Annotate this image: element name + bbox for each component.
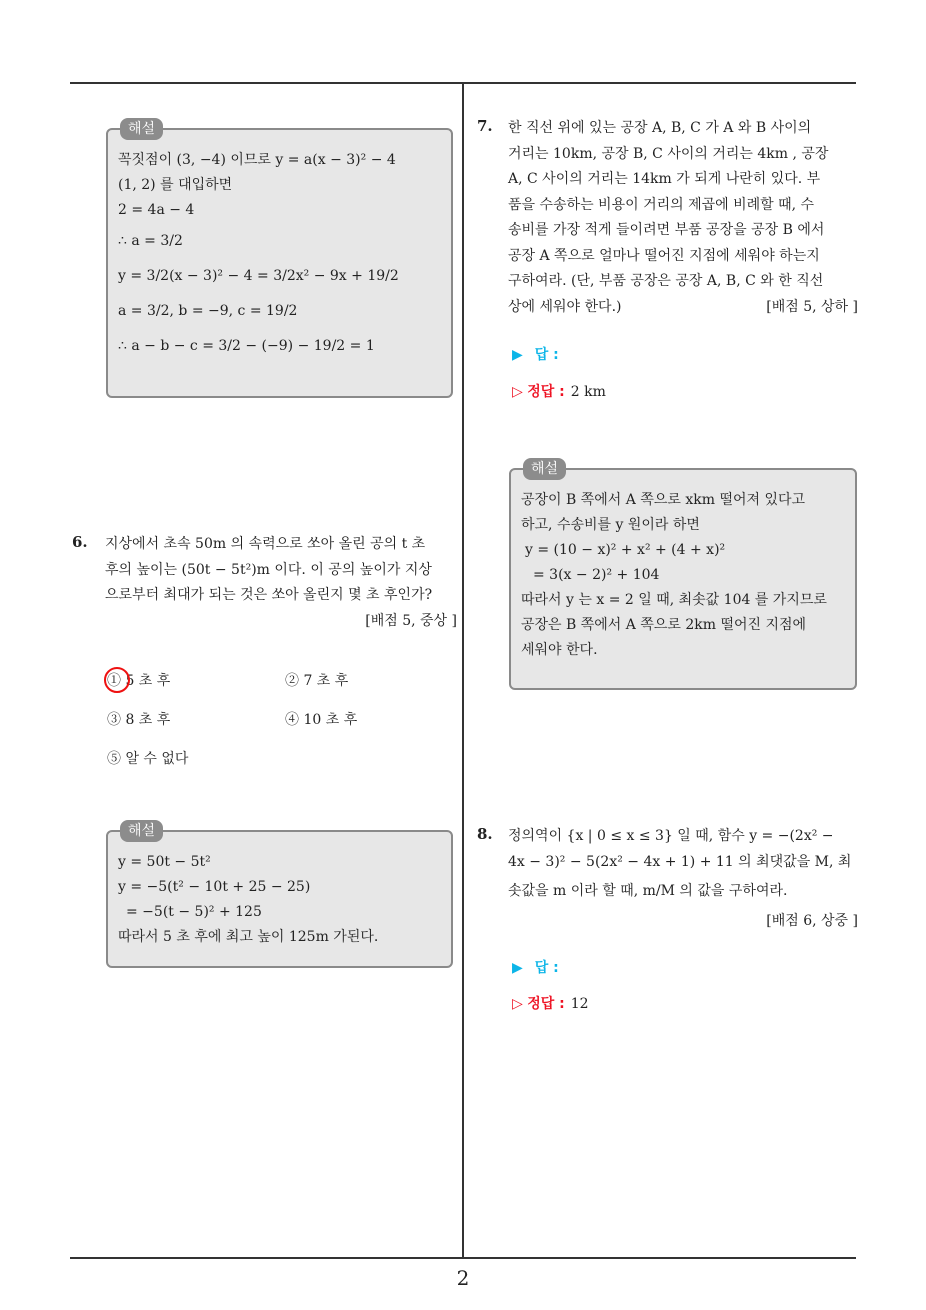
answer-row-8[interactable] [512,957,559,977]
solution-line: y = −5(t² − 10t + 25 − 25) [118,879,311,895]
solution-line: 세워야 한다. [521,642,598,658]
correct-answer-row-8 [512,993,589,1013]
solution-tag: 해설 [523,458,566,480]
answer-label: 답 : [534,347,559,363]
question-line: 품을 수송하는 비용이 거리의 제곱에 비례할 때, 수 [508,196,815,213]
answer-row-7[interactable] [512,344,559,364]
solution-line: 따라서 5 초 후에 최고 높이 125m 가된다. [118,929,379,945]
answer-label: 답 : [534,960,559,976]
play-icon: ▶ [512,347,523,363]
correct-value: 2 km [570,384,606,400]
solution-tag: 해설 [120,820,163,842]
solution-line: ∴ a = 3/2 [118,233,183,249]
question-line: 으로부터 최대가 되는 것은 쏘아 올린지 몇 초 후인가? [105,587,433,603]
question-line: 상에 세워야 한다.) [508,298,622,315]
correct-label: 정답 : [527,996,565,1012]
triangle-outline-icon: ▷ [512,996,523,1012]
solution-line: = −5(t − 5)² + 125 [126,904,262,920]
column-divider [462,82,464,1258]
question-line: 후의 높이는 (50t − 5t²)m 이다. 이 공의 높이가 지상 [105,561,432,578]
choice-label: ① 5 초 후 [107,673,171,689]
question-line: 거리는 10km, 공장 B, C 사이의 거리는 4km , 공장 [508,145,829,162]
choice-2[interactable]: ② 7 초 후 [285,673,349,689]
solution-line: 공장이 B 쪽에서 A 쪽으로 xkm 떨어져 있다고 [521,492,806,508]
question-line: 한 직선 위에 있는 공장 A, B, C 가 A 와 B 사이의 [508,120,812,136]
page-number: 2 [456,1266,470,1290]
question-line: 공장 A 쪽으로 얼마나 떨어진 지점에 세워야 하는지 [508,247,820,264]
solution-box-5 [106,121,453,398]
solution-line: y = 50t − 5t² [118,854,211,870]
question-line: 정의역이 {x | 0 ≤ x ≤ 3} 일 때, 함수 y = −(2x² − [508,828,834,844]
question-line: 구하여라. (단, 부품 공장은 공장 A, B, C 와 한 직선 [508,273,824,289]
choice-3[interactable]: ③ 8 초 후 [107,712,171,728]
solution-line: 따라서 y 는 x = 2 일 때, 최솟값 104 를 가지므로 [521,592,827,608]
question-6-number: 6. [72,533,88,551]
solution-box-7 [509,461,857,690]
solution-line: y = 3/2(x − 3)² − 4 = 3/2x² − 9x + 19/2 [118,268,399,284]
question-7-text [508,116,858,320]
correct-value: 12 [570,996,589,1012]
solution-line: 2 = 4a − 4 [118,202,195,218]
solution-line: = 3(x − 2)² + 104 [533,567,660,583]
selected-circle-icon [104,667,130,693]
solution-line: (1, 2) 를 대입하면 [118,177,233,193]
question-line: 지상에서 초속 50m 의 속력으로 쏘아 올린 공의 t 초 [105,536,426,552]
solution-line: 공장은 B 쪽에서 A 쪽으로 2km 떨어진 지점에 [521,617,807,633]
play-icon: ▶ [512,960,523,976]
question-score: [배점 5, 중상 ] [365,612,457,629]
solution-line: 하고, 수송비를 y 원이라 하면 [521,517,700,533]
triangle-outline-icon: ▷ [512,384,523,400]
solution-box-6 [106,823,453,968]
choice-1[interactable] [107,670,170,690]
question-line: 송비를 가장 적게 들이려면 부품 공장을 공장 B 에서 [508,222,825,238]
correct-answer-row-7 [512,381,606,401]
question-line: A, C 사이의 거리는 14km 가 되게 나란히 있다. 부 [508,171,821,187]
solution-tag: 해설 [120,118,163,140]
question-6-text [105,532,457,634]
solution-line: ∴ a − b − c = 3/2 − (−9) − 19/2 = 1 [118,338,375,354]
question-score: [배점 5, 상하 ] [766,298,858,315]
solution-line: a = 3/2, b = −9, c = 19/2 [118,303,298,319]
bottom-rule [70,1257,856,1259]
choice-4[interactable]: ④ 10 초 후 [285,712,358,728]
question-8-text [508,824,858,934]
question-score: [배점 6, 상중 ] [766,912,858,929]
solution-line: 꼭짓점이 (3, −4) 이므로 y = a(x − 3)² − 4 [118,152,396,168]
question-7-number: 7. [477,117,493,135]
correct-label: 정답 : [527,384,565,400]
question-line: 솟값을 m 이라 할 때, m/M 의 값을 구하여라. [508,883,788,899]
solution-line: y = (10 − x)² + x² + (4 + x)² [525,542,726,558]
choice-5[interactable]: ⑤ 알 수 없다 [107,751,189,767]
question-8-number: 8. [477,825,493,843]
question-line: 4x − 3)² − 5(2x² − 4x + 1) + 11 의 최댓값을 M, 최 [508,853,852,870]
